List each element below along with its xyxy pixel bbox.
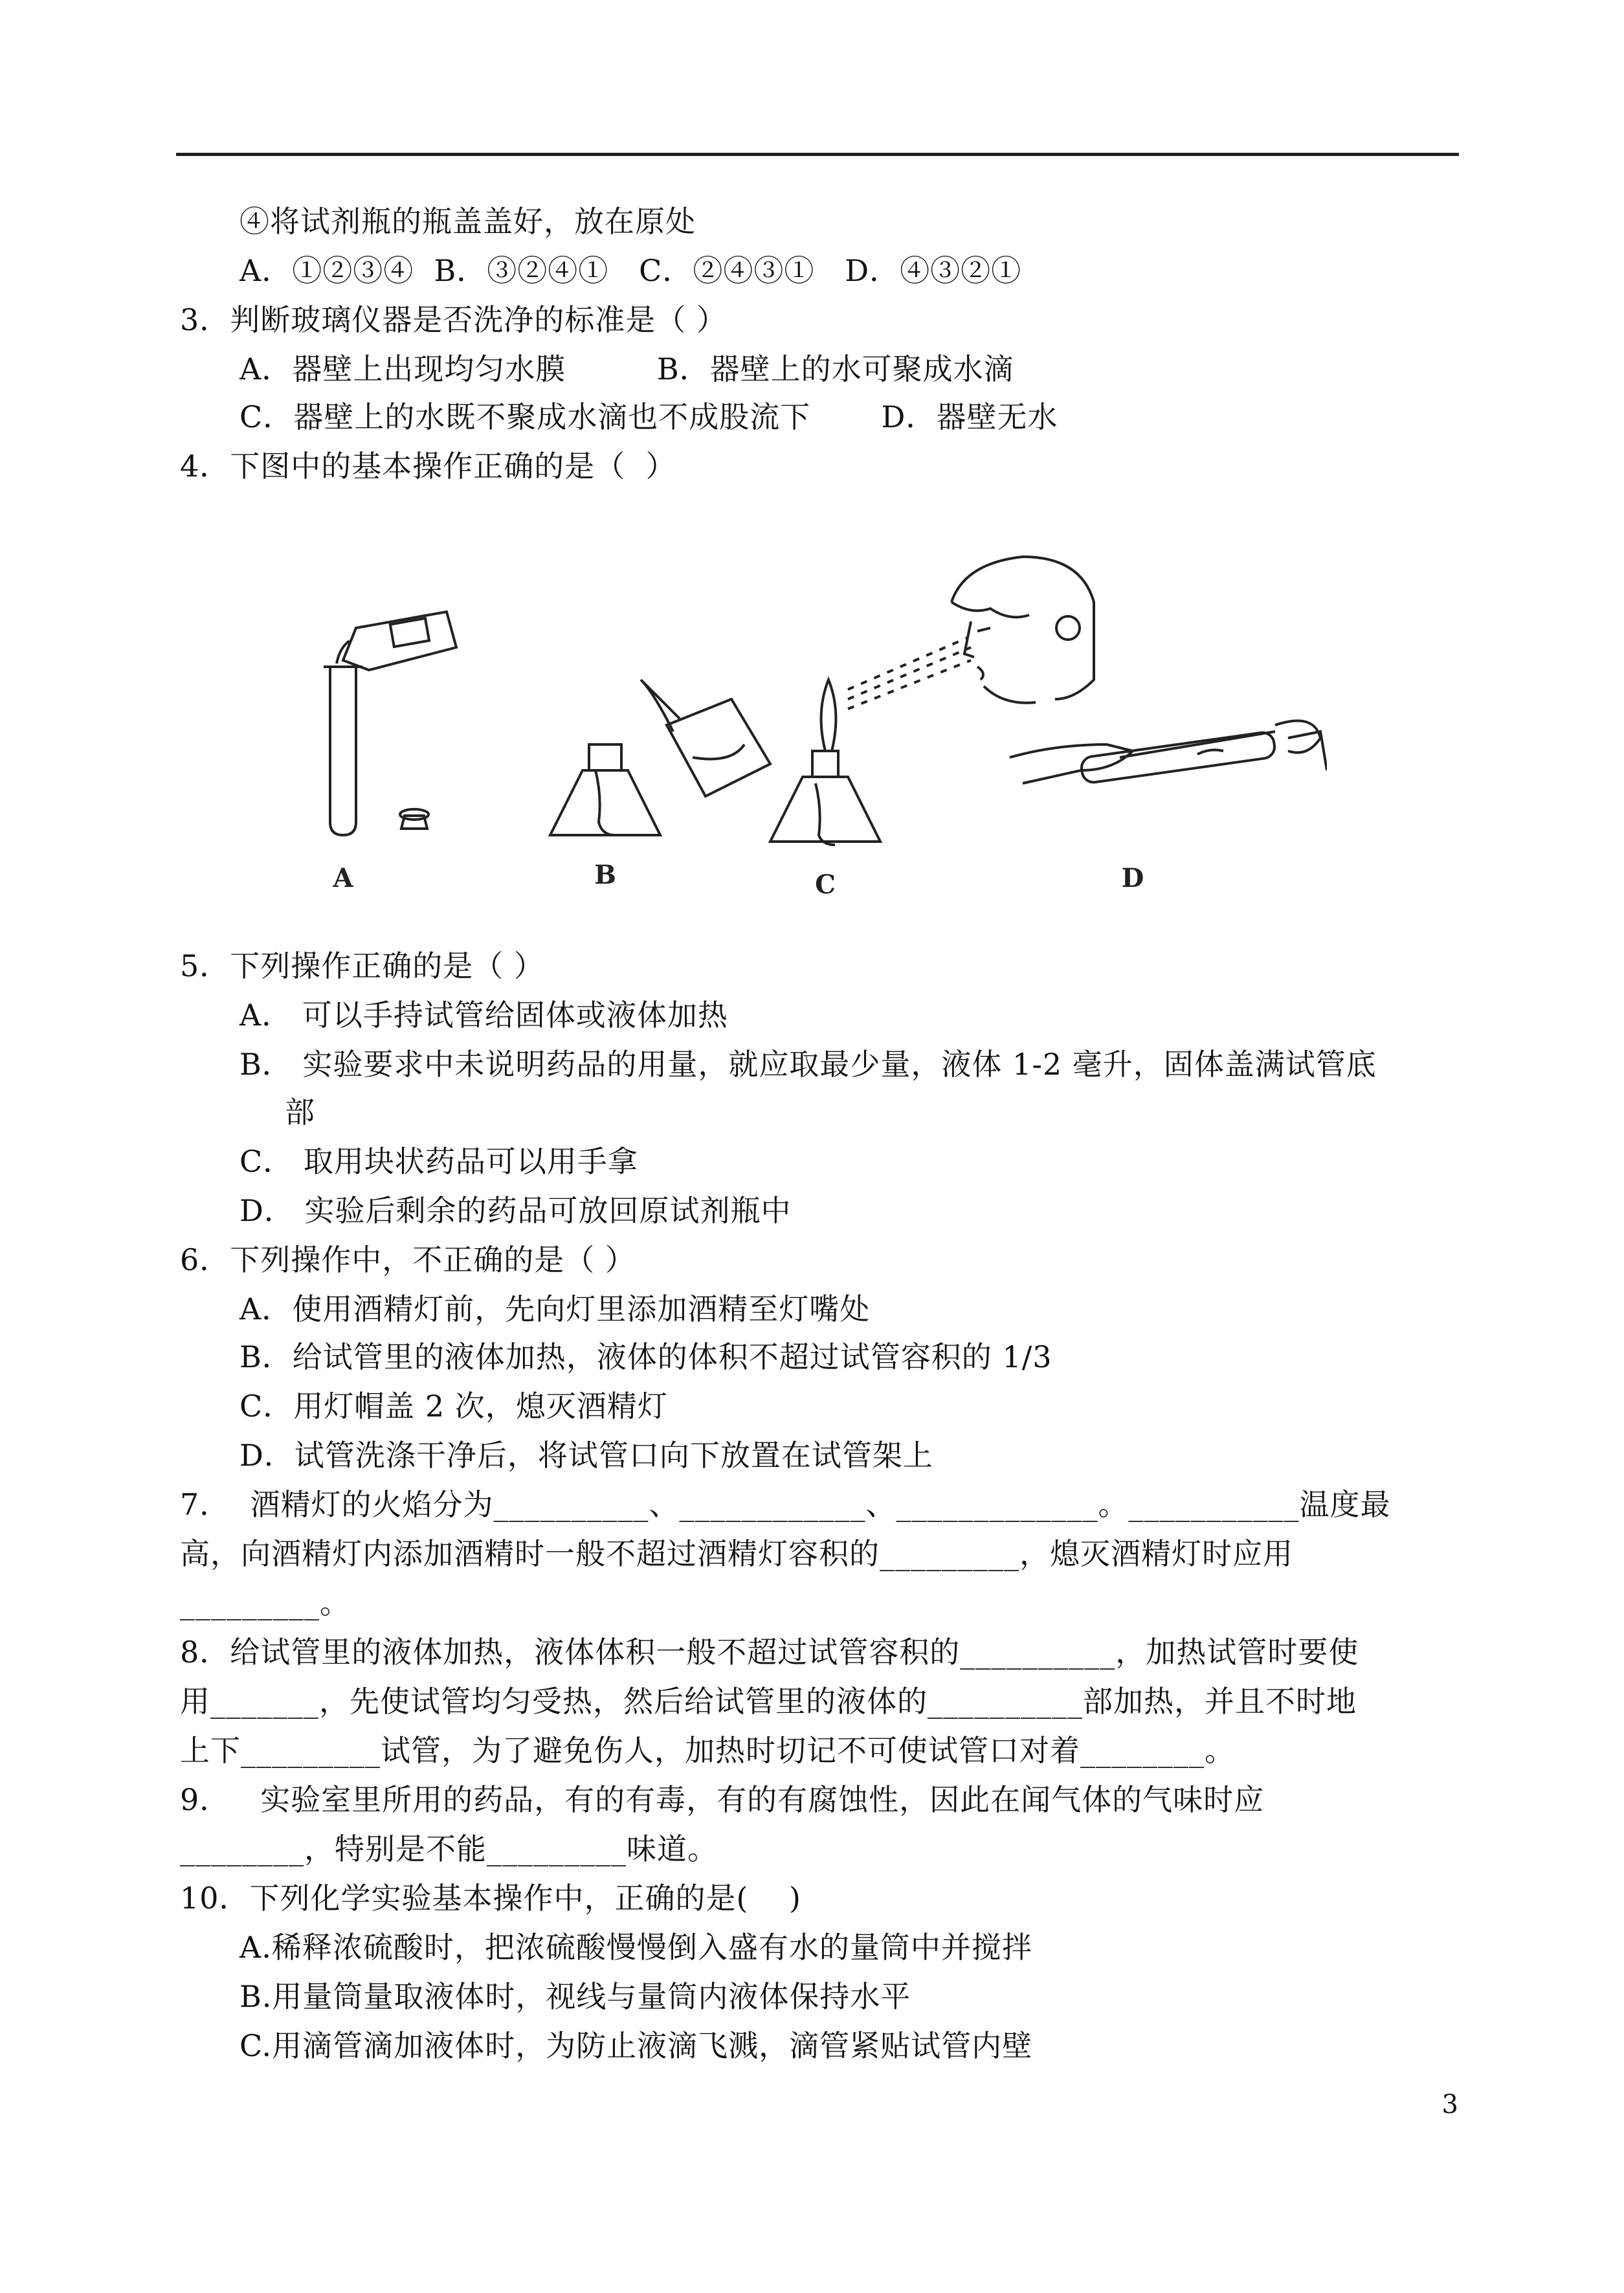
question-8-cont-1: 用_______，先使试管均匀受热，然后给试管里的液体的__________部加热，并且不时地 bbox=[180, 1684, 1357, 1719]
question-7: 7． 酒精灯的火焰分为__________、____________、_____________。___________温度最 bbox=[180, 1487, 1391, 1522]
question-5-option-c: C． 取用块状药品可以用手拿 bbox=[239, 1144, 638, 1179]
question-7-cont-1: 高，向酒精灯内添加酒精时一般不超过酒精灯容积的_________，熄灭酒精灯时应用 bbox=[180, 1536, 1293, 1571]
question-8-cont-2: 上下_________试管，为了避免伤人，加热时切记不可使试管口对着________。 bbox=[180, 1733, 1235, 1768]
figure-svg bbox=[278, 550, 1327, 900]
question-7-cont-2: _________。 bbox=[180, 1585, 350, 1620]
question-5-option-d: D． 实验后剩余的药品可放回原试剂瓶中 bbox=[239, 1193, 792, 1228]
question-4: 4．下图中的基本操作正确的是（ ） bbox=[180, 449, 676, 484]
question-6-option-d: D．试管洗涤干净后，将试管口向下放置在试管架上 bbox=[239, 1438, 933, 1473]
figure-label-b: B bbox=[594, 860, 616, 890]
question-9-cont: ________，特别是不能_________味道。 bbox=[180, 1831, 718, 1866]
header-rule bbox=[176, 153, 1459, 156]
figure-d-test-tube-spatula bbox=[1010, 721, 1327, 783]
question-3-options-cd: C．器壁上的水既不聚成水滴也不成股流下 D．器壁无水 bbox=[239, 399, 1058, 434]
answer-choices: A．①②③④ B．③②④① C．②④③① D．④③②① bbox=[239, 253, 1022, 288]
question-6-option-c: C．用灯帽盖 2 次，熄灭酒精灯 bbox=[239, 1389, 668, 1424]
question-10-option-c: C.用滴管滴加液体时，为防止液滴飞溅，滴管紧贴试管内壁 bbox=[239, 2028, 1033, 2063]
question-10-option-a: A.稀释浓硫酸时，把浓硫酸慢慢倒入盛有水的量筒中并搅拌 bbox=[239, 1930, 1032, 1965]
question-5-option-b-cont: 部 bbox=[285, 1095, 315, 1130]
question-5-option-b: B． 实验要求中未说明药品的用量，就应取最少量，液体 1-2 毫升，固体盖满试管底 bbox=[239, 1047, 1377, 1082]
page-number: 3 bbox=[1441, 2090, 1458, 2120]
question-3-options-ab: A．器壁上出现均匀水膜 B．器壁上的水可聚成水滴 bbox=[239, 352, 1014, 386]
lab-operations-figure bbox=[278, 550, 1327, 900]
figure-c-blowing-lamp bbox=[770, 638, 971, 845]
figure-c-face bbox=[951, 557, 1094, 703]
question-6-option-b: B．给试管里的液体加热，液体的体积不超过试管容积的 1/3 bbox=[239, 1339, 1052, 1374]
question-9: 9． 实验室里所用的药品，有的有毒，有的有腐蚀性，因此在闻气体的气味时应 bbox=[180, 1782, 1265, 1817]
question-10-option-b: B.用量筒量取液体时，视线与量筒内液体保持水平 bbox=[239, 1979, 911, 2014]
question-5-option-a: A． 可以手持试管给固体或液体加热 bbox=[239, 998, 728, 1033]
figure-label-d: D bbox=[1121, 863, 1144, 893]
option-line: ④将试剂瓶的瓶盖盖好，放在原处 bbox=[239, 204, 696, 239]
figure-a-pouring bbox=[324, 612, 456, 835]
question-3: 3．判断玻璃仪器是否洗净的标准是（ ） bbox=[180, 302, 727, 337]
question-6-option-a: A．使用酒精灯前，先向灯里添加酒精至灯嘴处 bbox=[239, 1292, 871, 1326]
figure-label-a: A bbox=[333, 863, 353, 893]
question-5: 5．下列操作正确的是（ ） bbox=[180, 948, 544, 983]
question-6: 6．下列操作中，不正确的是（ ） bbox=[180, 1242, 636, 1277]
figure-label-c: C bbox=[815, 869, 836, 900]
question-10: 10．下列化学实验基本操作中，正确的是( ) bbox=[180, 1881, 801, 1916]
figure-b-lamp-to-lamp bbox=[550, 680, 770, 835]
question-8: 8．给试管里的液体加热，液体体积一般不超过试管容积的__________，加热试管时要使 bbox=[180, 1635, 1359, 1670]
